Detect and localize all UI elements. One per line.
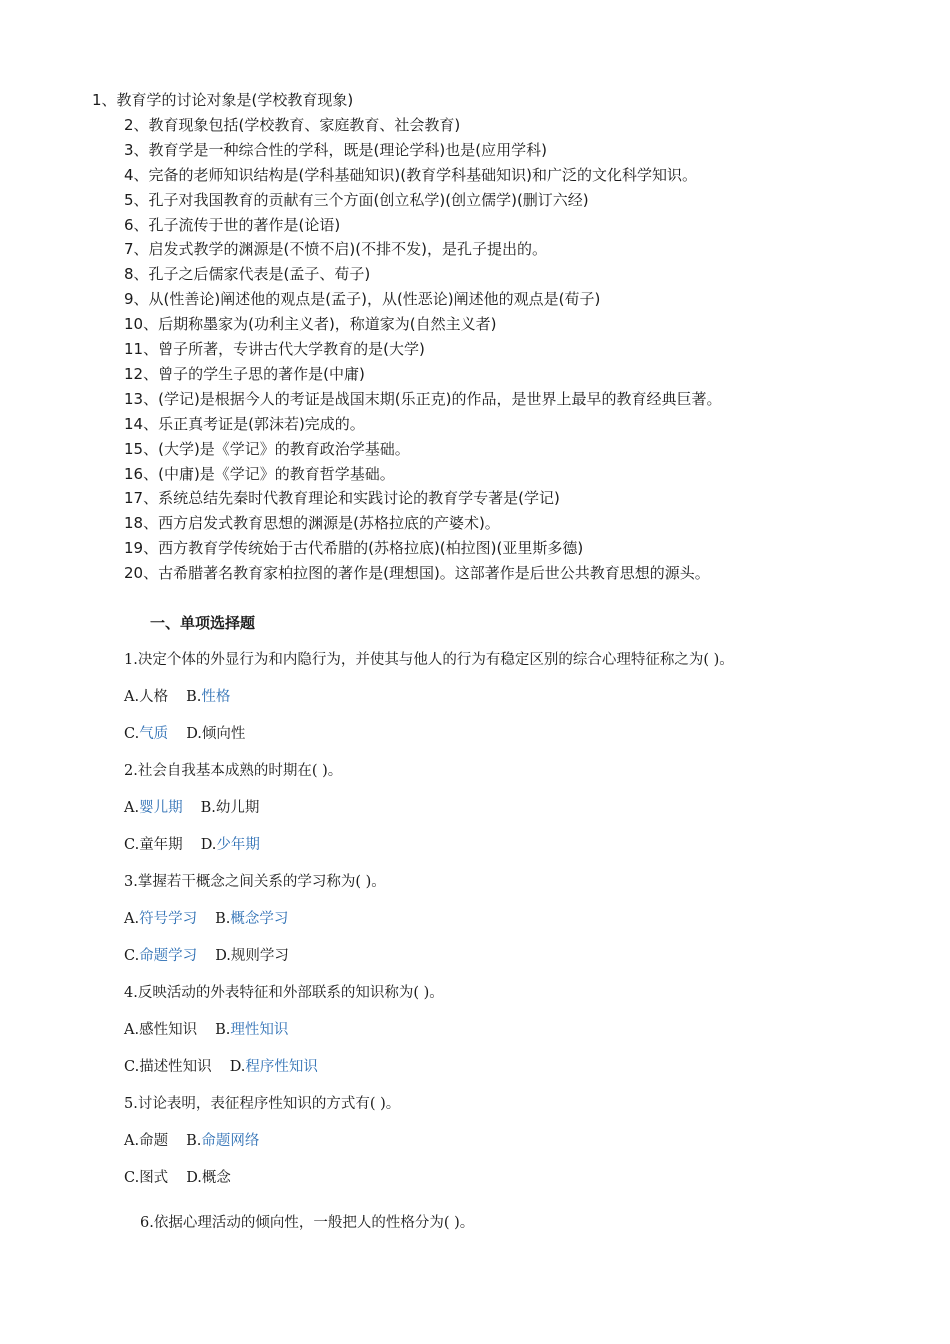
option-letter: B.: [186, 689, 202, 705]
question-1-stem: 1.决定个体的外显行为和内隐行为，并使其与他人的行为有稳定区别的综合心理特征称之为( )。: [124, 652, 734, 668]
question-2-options-row-2: [124, 835, 260, 855]
option-link[interactable]: 符号学习: [139, 911, 198, 927]
fact-item-13: 13、(学记)是根据今人的考证是战国末期(乐正克)的作品，是世界上最早的教育经典巨著。: [124, 389, 722, 408]
option-d: [186, 726, 245, 742]
fact-item-3: 3、教育学是一种综合性的学科，既是(理论学科)也是(应用学科): [124, 140, 547, 159]
option-letter: C.: [124, 726, 140, 742]
option-b[interactable]: [186, 1133, 259, 1149]
question-1-options-row-2: [124, 724, 245, 744]
question-3-options-row-2: [124, 946, 289, 966]
option-d[interactable]: [201, 837, 260, 853]
fact-item-7: 7、启发式教学的渊源是(不愤不启)(不排不发)，是孔子提出的。: [124, 240, 547, 259]
option-letter: A.: [124, 1133, 140, 1149]
option-letter: B.: [215, 911, 231, 927]
option-c: [124, 1059, 212, 1075]
option-letter: C.: [124, 1059, 140, 1075]
option-c[interactable]: [124, 948, 197, 964]
option-letter: D.: [215, 948, 231, 964]
question-5-options-row-1: [124, 1131, 259, 1151]
option-link[interactable]: 性格: [201, 689, 231, 705]
fact-item-17: 17、系统总结先秦时代教育理论和实践讨论的教育学专著是(学记): [124, 489, 560, 508]
option-letter: B.: [186, 1133, 202, 1149]
option-a: [124, 689, 168, 705]
option-letter: D.: [186, 1170, 202, 1186]
option-letter: B.: [215, 1022, 231, 1038]
option-link[interactable]: 理性知识: [230, 1022, 289, 1038]
option-link[interactable]: 婴儿期: [139, 800, 183, 816]
option-text: 命题: [139, 1133, 169, 1149]
option-letter: D.: [200, 837, 217, 853]
option-a: [124, 1133, 168, 1149]
option-c: [124, 1170, 168, 1186]
question-3-stem: 3.掌握若干概念之间关系的学习称为( )。: [124, 874, 386, 890]
fact-item-6: 6、孔子流传于世的著作是(论语): [124, 215, 341, 234]
fact-item-5: 5、孔子对我国教育的贡献有三个方面(创立私学)(创立儒学)(删订六经): [124, 190, 589, 209]
option-letter: A.: [124, 1022, 140, 1038]
question-3-options-row-1: [124, 909, 288, 929]
option-text: 感性知识: [139, 1022, 198, 1038]
option-letter: C.: [124, 837, 140, 853]
fact-item-12: 12、曾子的学生子思的著作是(中庸): [124, 364, 365, 383]
fact-item-14: 14、乐正真考证是(郭沫若)完成的。: [124, 414, 365, 433]
fact-item-19: 19、西方教育学传统始于古代希腊的(苏格拉底)(柏拉图)(亚里斯多德): [124, 539, 584, 558]
option-text: 人格: [139, 689, 169, 705]
section-heading: 一、单项选择题: [150, 614, 256, 632]
option-text: 童年期: [139, 837, 183, 853]
option-b[interactable]: [215, 1022, 288, 1038]
option-text: 倾向性: [201, 726, 246, 742]
fact-item-11: 11、曾子所著，专讲古代大学教育的是(大学): [124, 340, 425, 358]
option-text: 图式: [139, 1170, 169, 1186]
option-text: 幼儿期: [215, 800, 260, 816]
option-link[interactable]: 命题网络: [201, 1133, 260, 1149]
option-text: 概念: [201, 1170, 231, 1186]
fact-item-8: 8、孔子之后儒家代表是(孟子、荀子): [124, 265, 371, 284]
option-letter: C.: [124, 1170, 140, 1186]
option-letter: C.: [124, 948, 140, 964]
option-a[interactable]: [124, 911, 197, 927]
fact-item-1: 1、教育学的讨论对象是(学校教育现象): [92, 91, 354, 109]
fact-item-10: 10、后期称墨家为(功利主义者)，称道家为(自然主义者): [124, 315, 497, 334]
fact-item-16: 16、(中庸)是《学记》的教育哲学基础。: [124, 464, 395, 483]
fact-item-15: 15、(大学)是《学记》的教育政治学基础。: [124, 439, 410, 458]
option-d: [215, 948, 289, 964]
fact-item-18: 18、西方启发式教育思想的渊源是(苏格拉底的产婆术)。: [124, 514, 500, 533]
question-1-options-row-1: [124, 687, 230, 707]
question-2-stem: 2.社会自我基本成熟的时期在( )。: [124, 763, 343, 779]
option-a: [124, 1022, 197, 1038]
option-link[interactable]: 命题学习: [139, 948, 198, 964]
option-letter: D.: [186, 726, 202, 742]
option-d: [186, 1170, 231, 1186]
option-link[interactable]: 概念学习: [230, 911, 289, 927]
question-6-stem: 6.依据心理活动的倾向性，一般把人的性格分为( )。: [140, 1215, 475, 1231]
fact-item-4: 4、完备的老师知识结构是(学科基础知识)(教育学科基础知识)和广泛的文化科学知识。: [124, 165, 697, 184]
option-b: [201, 800, 260, 816]
fact-item-20: 20、古希腊著名教育家柏拉图的著作是(理想国)。这部著作是后世公共教育思想的源头。: [124, 564, 710, 583]
option-link[interactable]: 少年期: [216, 837, 260, 853]
option-link[interactable]: 程序性知识: [245, 1059, 318, 1075]
option-letter: A.: [124, 800, 140, 816]
option-letter: D.: [229, 1059, 246, 1075]
option-text: 规则学习: [230, 948, 289, 964]
question-5-stem: 5.讨论表明，表征程序性知识的方式有( )。: [124, 1096, 401, 1112]
option-c[interactable]: [124, 726, 168, 742]
option-a[interactable]: [124, 800, 183, 816]
option-b[interactable]: [215, 911, 288, 927]
question-2-options-row-1: [124, 798, 259, 818]
option-link[interactable]: 气质: [139, 726, 169, 742]
option-b[interactable]: [186, 689, 230, 705]
question-4-options-row-2: [124, 1057, 318, 1077]
fact-item-2: 2、教育现象包括(学校教育、家庭教育、社会教育): [124, 115, 461, 134]
option-d[interactable]: [230, 1059, 318, 1075]
option-c: [124, 837, 183, 853]
question-4-options-row-1: [124, 1020, 288, 1040]
option-letter: A.: [124, 911, 140, 927]
option-text: 描述性知识: [139, 1059, 212, 1075]
option-letter: A.: [124, 689, 140, 705]
question-5-options-row-2: [124, 1168, 231, 1188]
option-letter: B.: [200, 800, 216, 816]
fact-item-9: 9、从(性善论)阐述他的观点是(孟子)，从(性恶论)阐述他的观点是(荀子): [124, 290, 601, 309]
question-4-stem: 4.反映活动的外表特征和外部联系的知识称为( )。: [124, 985, 444, 1001]
